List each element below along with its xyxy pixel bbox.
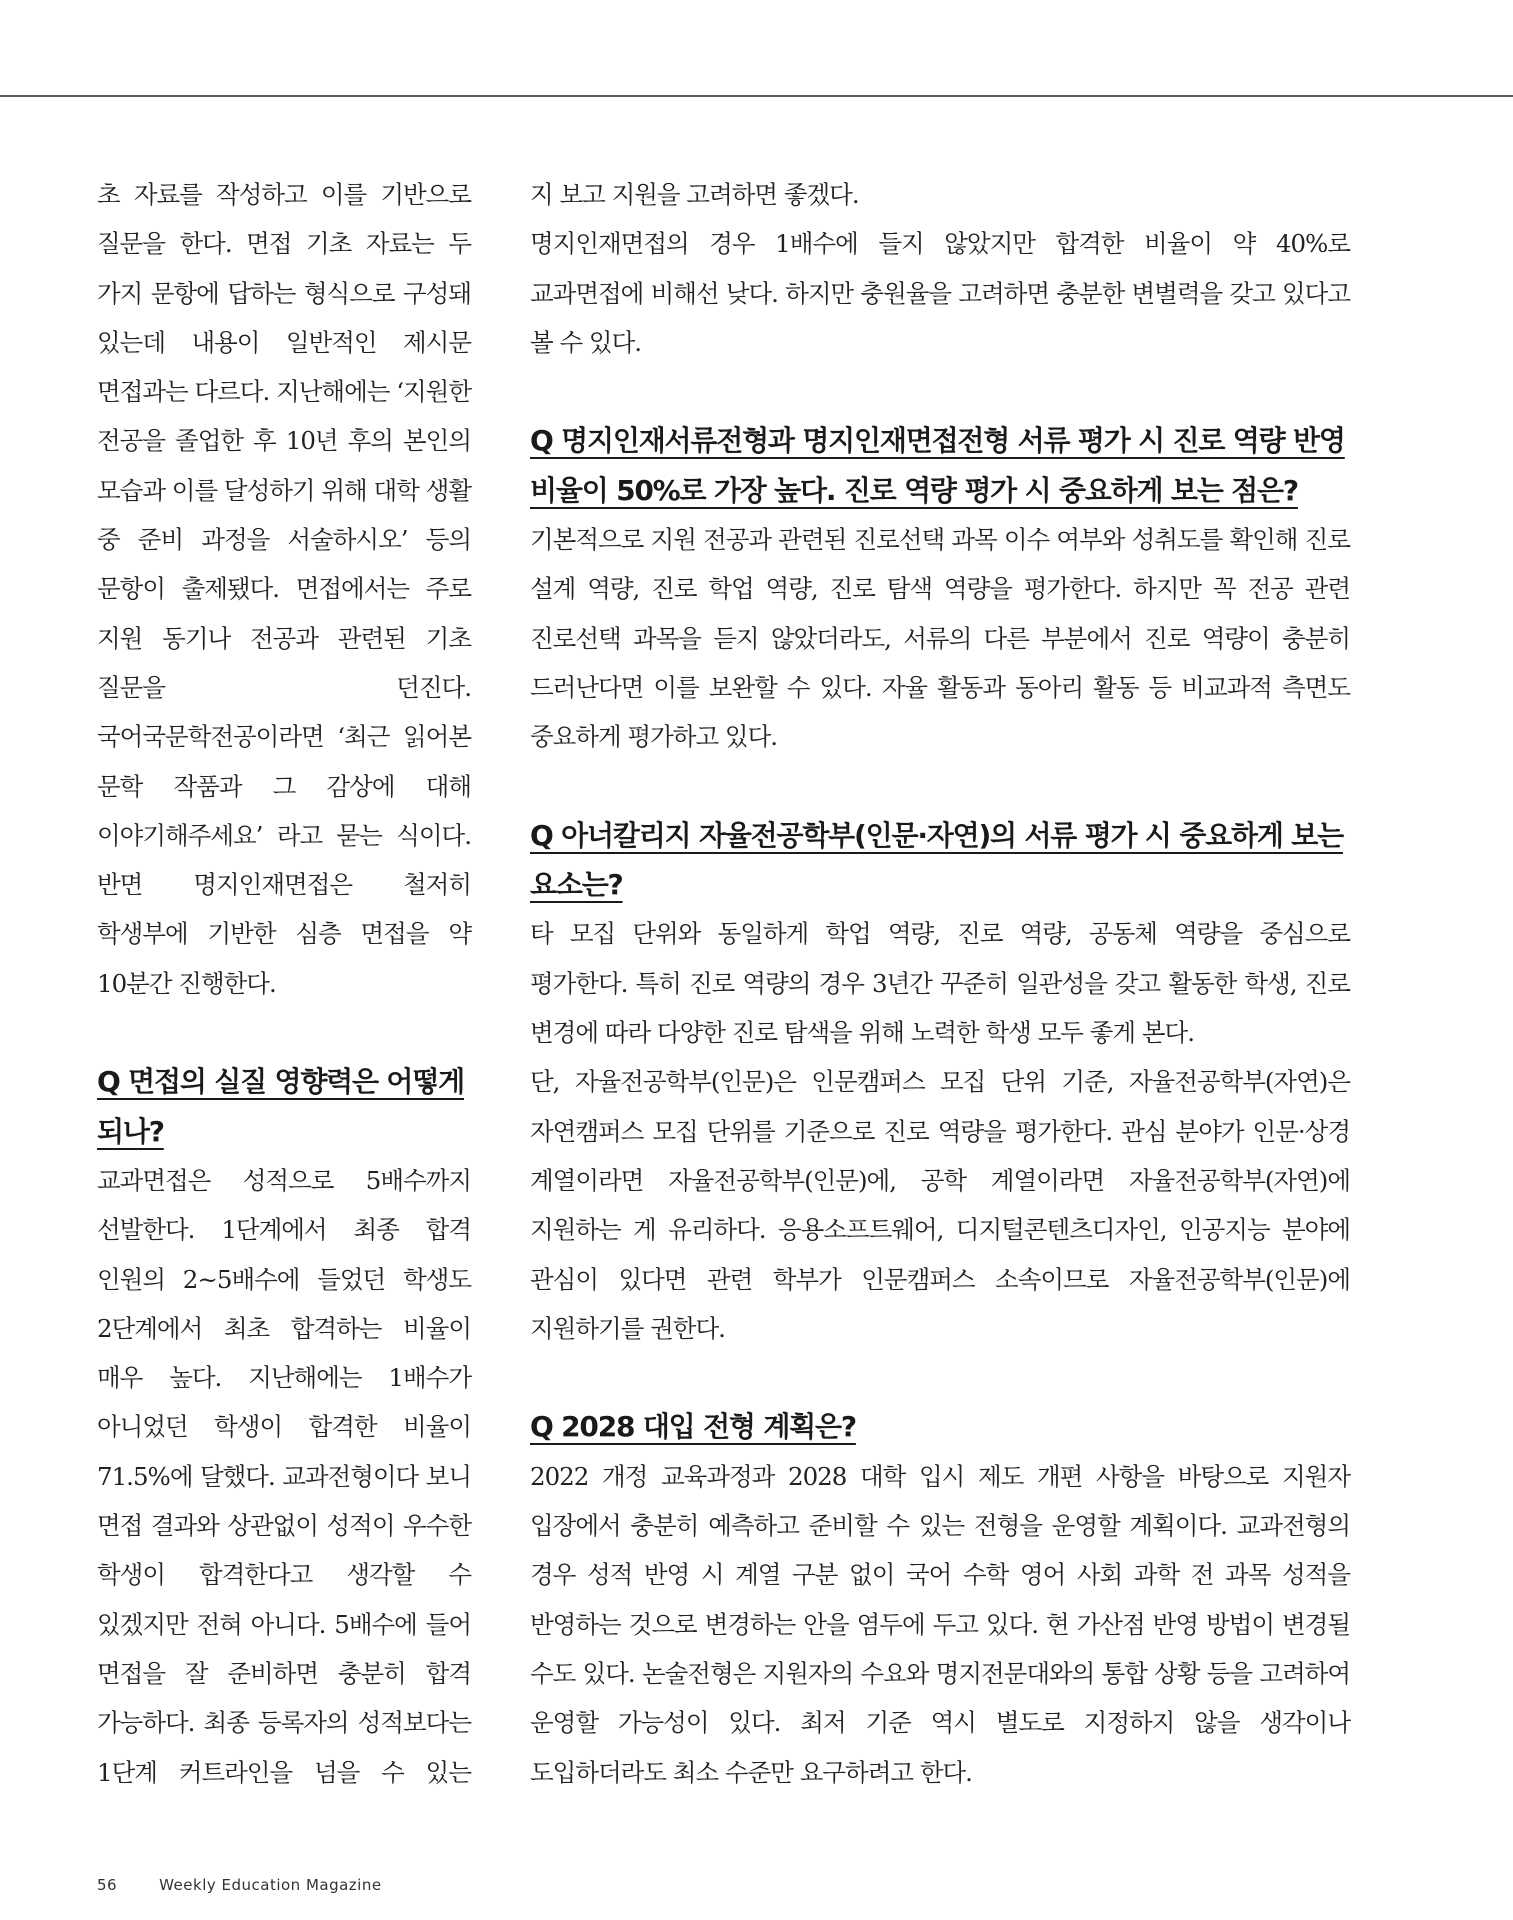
- left-column: [97, 170, 471, 1797]
- body-paragraph: 단, 자율전공학부(인문)은 인문캠퍼스 모집 단위 기준, 자율전공학부(자연)은 자연캠퍼스 모집 단위를 기준으로 진로 역량을 평가한다. 관심 분야가 인문·상경 계열이라면 자율전공학부(인문)에, 공학 계열이라면 자율전공학부(자연)에 지원하는 게 유리하다. 응용소프트웨어, 디지털콘텐츠디자인, 인공지능 분야에 관심이 있다면 관련 학부가 인문캠퍼스 소속이므로 자율전공학부(인문)에 지원하기를 권한다.: [530, 1067, 1350, 1343]
- body-paragraph: 명지인재면접의 경우 1배수에 들지 않았지만 합격한 비율이 약 40%로 교과면접에 비해선 낮다. 하지만 충원율을 고려하면 충분한 변별력을 갖고 있다고 볼 수 있다.: [530, 229, 1350, 357]
- question-text: Q 2028 대입 전형 계획은?: [530, 1410, 856, 1444]
- spacer: [97, 1008, 471, 1057]
- body-paragraph: 초 자료를 작성하고 이를 기반으로 질문을 한다. 면접 기초 자료는 두 가지 문항에 답하는 형식으로 구성돼 있는데 내용이 일반적인 제시문 면접과는 다르다. 지난해에는 ‘지원한 전공을 졸업한 후 10년 후의 본인의 모습과 이를 달성하기 위해 대학 생활 중 준비 과정을 서술하시오’ 등의 문항이 출제됐다. 면접에서는 주로 지원 동기나 전공과 관련된 기초 질문을 던진다. 국어국문학전공이라면 ‘최근 읽어본 문학 작품과 그 감상에 대해 이야기해주세요’ 라고 묻는 식이다. 반면 명지인재면접은 철저히 학생부에 기반한 심층 면접을 약 10분간 진행한다.: [97, 180, 471, 998]
- spacer: [530, 367, 1350, 416]
- body-paragraph: 기본적으로 지원 전공과 관련된 진로선택 과목 이수 여부와 성취도를 확인해 진로 설계 역량, 진로 학업 역량, 진로 탐색 역량을 평가한다. 하지만 꼭 전공 관련 진로선택 과목을 듣지 않았더라도, 서류의 다른 부분에서 진로 역량이 충분히 드러난다면 이를 보완할 수 있다. 자율 활동과 동아리 활동 등 비교과적 측면도 중요하게 평가하고 있다.: [530, 525, 1350, 752]
- body-paragraph: 교과면접은 성적으로 5배수까지 선발한다. 1단계에서 최종 합격 인원의 2~5배수에 들었던 학생도 2단계에서 최초 합격하는 비율이 매우 높다. 지난해에는 1배수가 아니었던 학생이 합격한 비율이 71.5%에 달했다. 교과전형이다 보니 면접 결과와 상관없이 성적이 우수한 학생이 합격한다고 생각할 수 있겠지만 전혀 아니다. 5배수에 들어 면접을 잘 준비하면 충분히 합격 가능하다. 최종 등록자의 성적보다는 1단계 커트라인을 넘을 수 있는: [97, 1165, 471, 1787]
- body-paragraph: 타 모집 단위와 동일하게 학업 역량, 진로 역량, 공동체 역량을 중심으로 평가한다. 특히 진로 역량의 경우 3년간 꾸준히 일관성을 갖고 활동한 학생, 진로 변경에 따라 다양한 진로 탐색을 위해 노력한 학생 모두 좋게 본다.: [530, 919, 1350, 1048]
- question-heading: [530, 811, 1350, 910]
- body-paragraph: 2022 개정 교육과정과 2028 대학 입시 제도 개편 사항을 바탕으로 지원자 입장에서 충분히 예측하고 준비할 수 있는 전형을 운영할 계획이다. 교과전형의 경우 성적 반영 시 계열 구분 없이 국어 수학 영어 사회 과학 전 과목 성적을 반영하는 것으로 변경하는 안을 염두에 두고 있다. 현 가산점 반영 방법이 변경될 수도 있다. 논술전형은 지원자의 수요와 명지전문대와의 통합 상황 등을 고려하여 운영할 가능성이 있다. 최저 기준 역시 별도로 지정하지 않을 생각이나 도입하더라도 최소 수준만 요구하려고 한다.: [530, 1461, 1350, 1787]
- question-text: Q 명지인재서류전형과 명지인재면접전형 서류 평가 시 진로 역량 반영 비율이 50%로 가장 높다. 진로 역량 평가 시 중요하게 보는 점은?: [530, 424, 1345, 507]
- question-text: Q 면접의 실질 영향력은 어떻게 되나?: [97, 1065, 464, 1148]
- body-paragraph: 지 보고 지원을 고려하면 좋겠다.: [530, 180, 859, 209]
- question-heading: [530, 1402, 1350, 1451]
- page-footer: [97, 1876, 382, 1894]
- spacer: [530, 762, 1350, 811]
- question-text: Q 아너칼리지 자율전공학부(인문·자연)의 서류 평가 시 중요하게 보는 요소는?: [530, 818, 1343, 902]
- header-rule: [0, 95, 1513, 97]
- spacer: [530, 1353, 1350, 1402]
- question-heading: [530, 416, 1350, 515]
- right-column: [530, 170, 1350, 1797]
- magazine-name: Weekly Education Magazine: [159, 1876, 382, 1894]
- question-heading: [97, 1057, 471, 1156]
- page-number: 56: [97, 1876, 118, 1894]
